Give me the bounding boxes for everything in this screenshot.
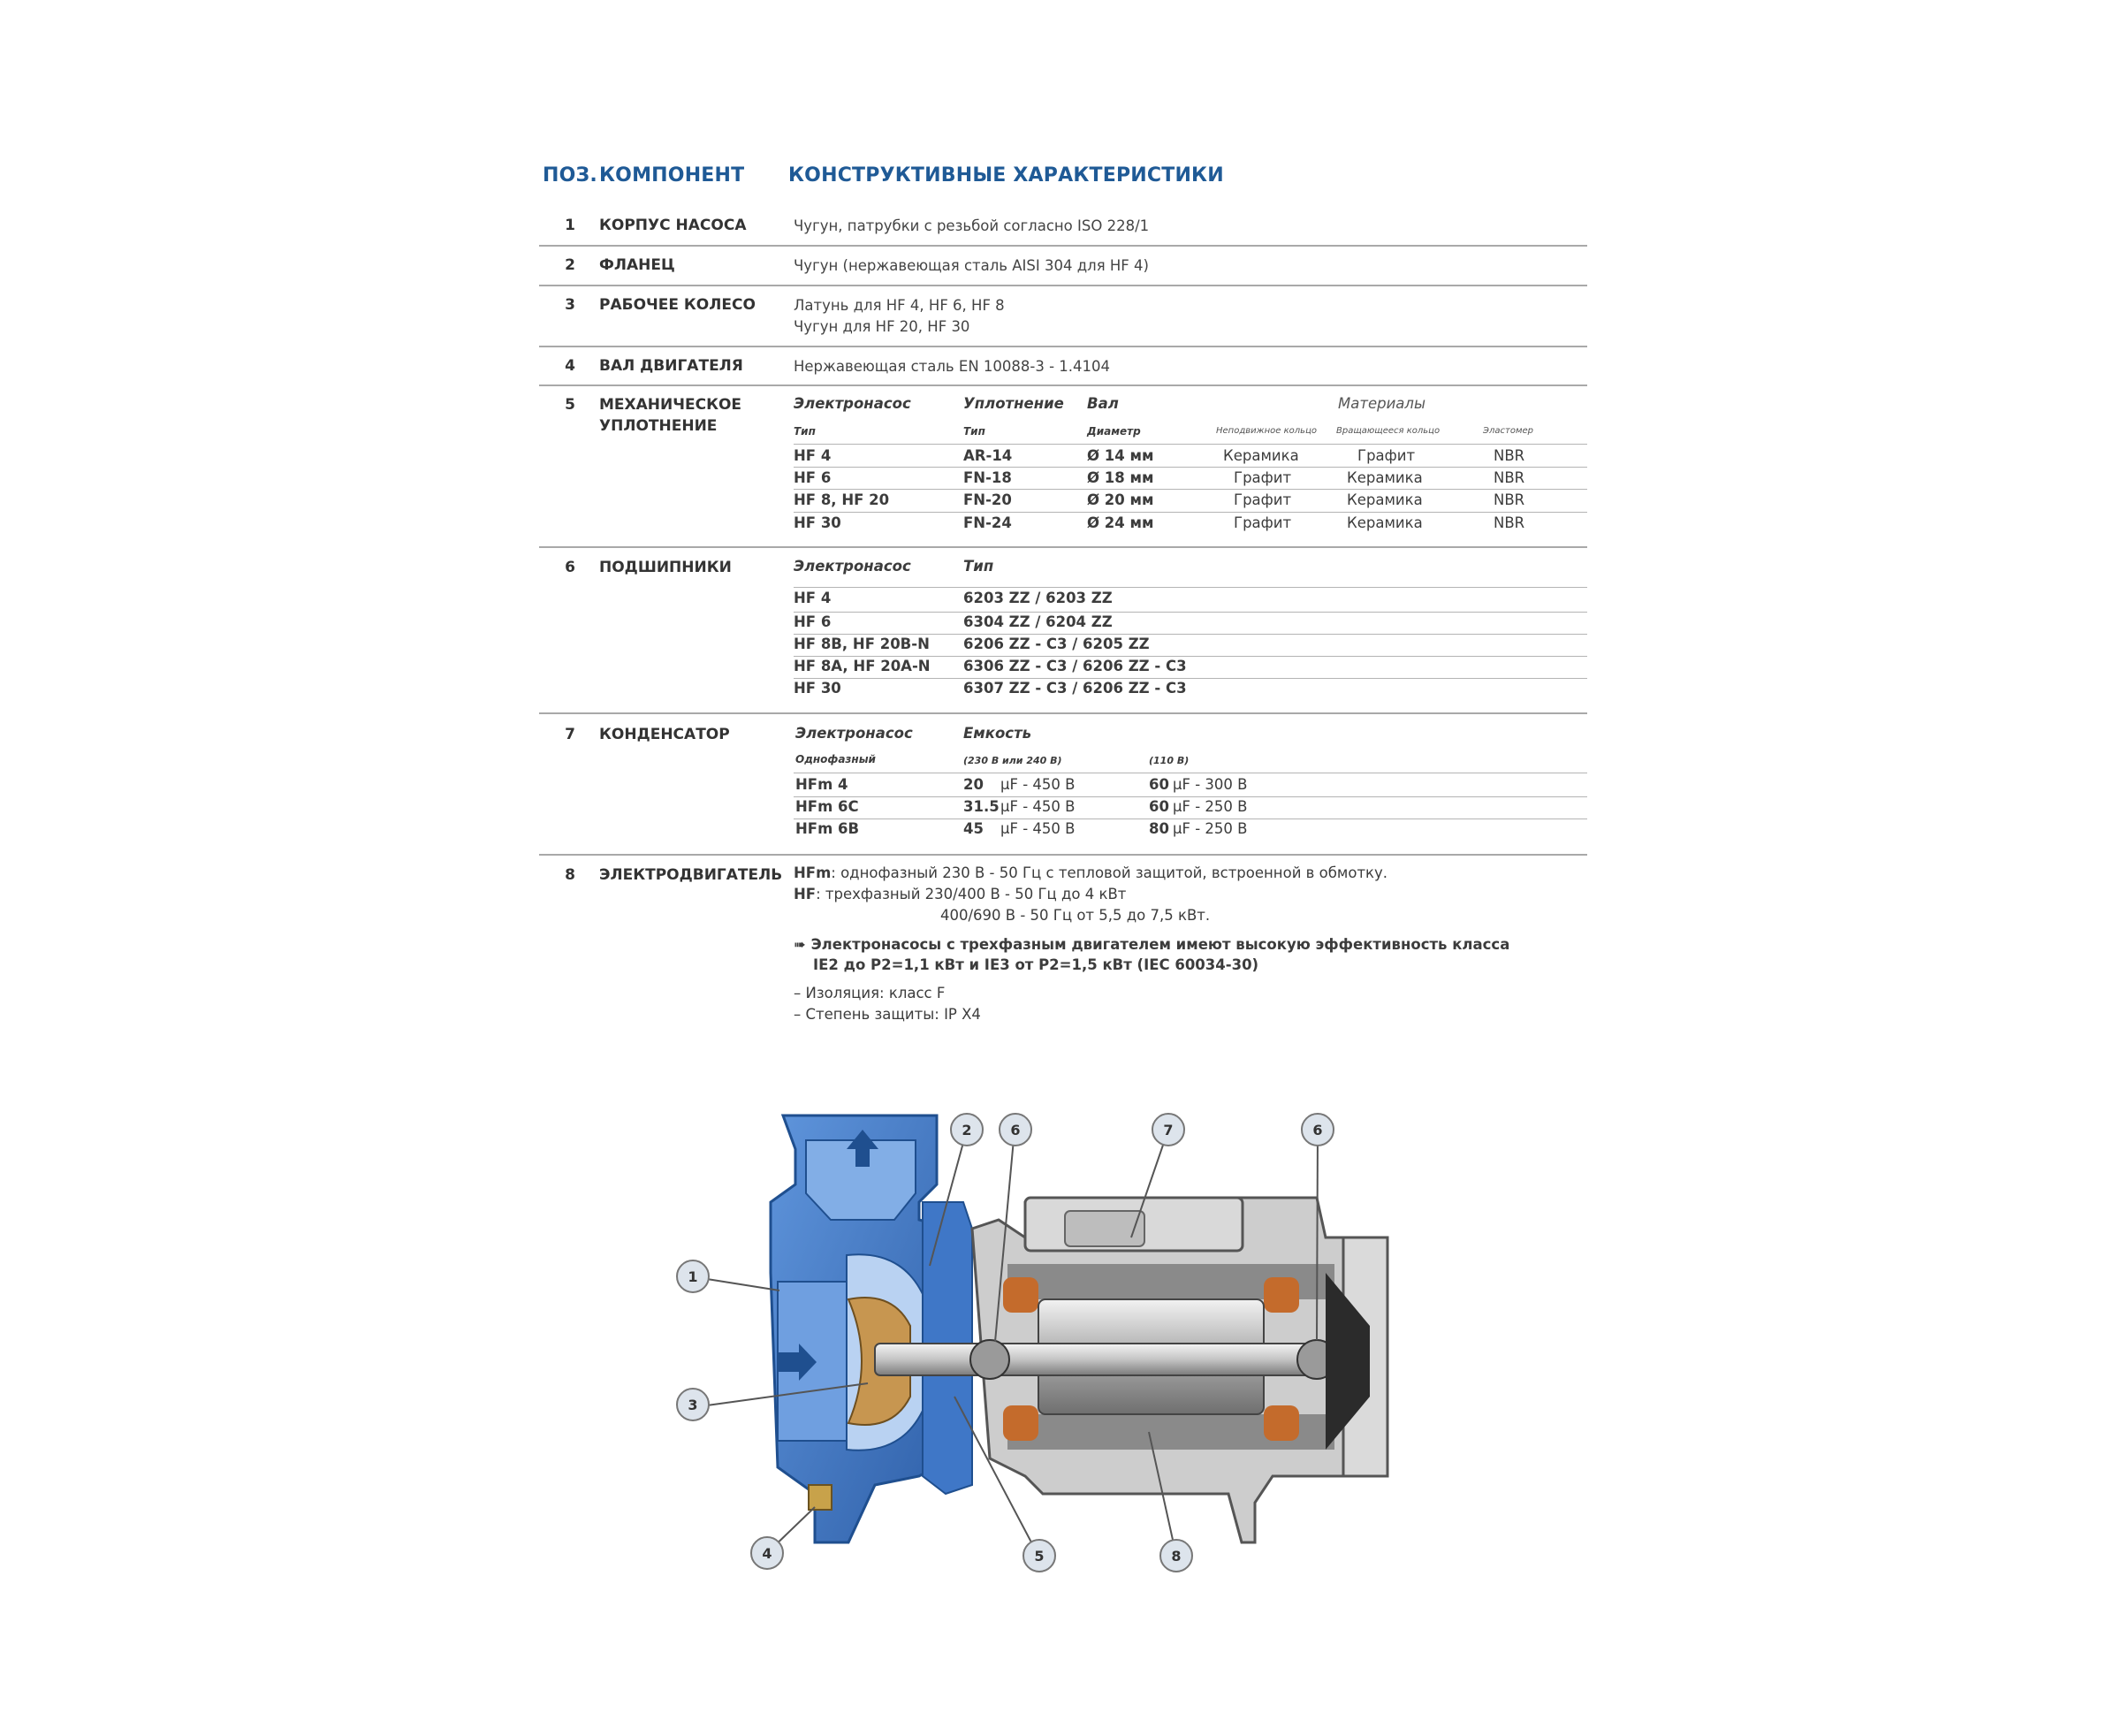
row-divider — [539, 385, 1587, 386]
row-value: Латунь для HF 4, HF 6, HF 8 — [794, 297, 1005, 314]
capacitor-pump: HFm 6C — [795, 798, 859, 815]
seal-elastomer: NBR — [1494, 469, 1525, 486]
seal-pump: HF 30 — [794, 514, 841, 531]
seal-fixed-ring: Керамика — [1223, 447, 1299, 464]
svg-text:7: 7 — [1163, 1122, 1174, 1138]
seal-header-materials: Материалы — [1338, 395, 1425, 412]
seal-pump: HF 6 — [794, 469, 832, 486]
capacitor-header-pump: Электронасос — [795, 725, 913, 742]
capacitor-value-2: 60 — [1149, 798, 1169, 815]
callout-2 — [951, 1114, 983, 1146]
row-number: 2 — [565, 256, 575, 274]
bearing-divider — [794, 612, 1587, 613]
callout-7 — [1152, 1114, 1184, 1146]
header-component: КОМПОНЕНТ — [599, 164, 745, 187]
capacitor-value-1: 20 — [963, 776, 984, 793]
svg-text:6: 6 — [1312, 1122, 1323, 1138]
row-number: 3 — [565, 296, 575, 314]
svg-text:4: 4 — [762, 1545, 772, 1562]
callout-4 — [751, 1537, 783, 1569]
motor-hf-text: : трехфазный 230/400 В - 50 Гц до 4 кВт — [816, 886, 1127, 902]
seal-sub-rotating-ring: Вращающееся кольцо — [1336, 426, 1441, 436]
capacitor-divider — [794, 796, 1587, 797]
motor-hf-line — [794, 886, 1126, 902]
row-value: Нержавеющая сталь EN 10088-3 - 1.4104 — [794, 358, 1111, 375]
svg-text:5: 5 — [1034, 1548, 1045, 1565]
row-number: 5 — [565, 396, 575, 414]
motor-hf-label: HF — [794, 886, 817, 902]
row-value-2: Чугун для HF 20, HF 30 — [794, 318, 970, 335]
seal-diameter: Ø 20 мм — [1087, 491, 1154, 508]
seal-rotating-ring: Керамика — [1347, 491, 1423, 508]
capacitor-unit-2: µF - 250 В — [1173, 798, 1248, 815]
row-divider — [539, 854, 1587, 856]
callout-3 — [677, 1389, 709, 1420]
svg-text:1: 1 — [688, 1268, 698, 1285]
row-component: КОНДЕНСАТОР — [599, 726, 730, 743]
seal-type: FN-24 — [963, 514, 1012, 531]
motor-protection: – Степень защиты: IP X4 — [794, 1006, 981, 1023]
seal-sub-elastomer: Эластомер — [1483, 426, 1533, 436]
seal-sub-type-2: Тип — [963, 425, 985, 438]
seal-sub-type: Тип — [794, 425, 816, 438]
bearing-type: 6304 ZZ / 6204 ZZ — [963, 613, 1113, 630]
seal-rotating-ring: Керамика — [1347, 514, 1423, 531]
bearing-pump: HF 4 — [794, 590, 832, 606]
capacitor-header-capacity: Емкость — [963, 725, 1032, 742]
drain-plug — [809, 1485, 832, 1510]
front-bearing — [970, 1340, 1009, 1379]
capacitor-sub-phase: Однофазный — [795, 753, 876, 765]
seal-fixed-ring: Графит — [1234, 491, 1292, 508]
row-component: КОРПУС НАСОСА — [599, 217, 747, 234]
bearings-header-divider — [794, 587, 1587, 588]
row-divider — [539, 712, 1587, 714]
callout-5 — [1023, 1540, 1055, 1572]
row-component: ЭЛЕКТРОДВИГАТЕЛЬ — [599, 866, 783, 884]
row-component: ФЛАНЕЦ — [599, 256, 675, 274]
row-component: РАБОЧЕЕ КОЛЕСО — [599, 296, 756, 314]
bearing-divider — [794, 656, 1587, 657]
bearing-type: 6203 ZZ / 6203 ZZ — [963, 590, 1113, 606]
svg-text:3: 3 — [688, 1397, 698, 1413]
row-divider — [539, 245, 1587, 247]
row-number: 1 — [565, 217, 575, 234]
capacitor-value-1: 31.5 — [963, 798, 1000, 815]
capacitor-sub-voltage-2: (110 В) — [1149, 755, 1190, 766]
seal-pump: HF 8, HF 20 — [794, 491, 890, 508]
seal-header-divider — [794, 444, 1587, 445]
bearing-divider — [794, 678, 1587, 679]
capacitor-unit-1: µF - 450 В — [1000, 820, 1076, 837]
callout-6a — [1000, 1114, 1031, 1146]
row-divider — [539, 285, 1587, 286]
header-characteristics: КОНСТРУКТИВНЫЕ ХАРАКТЕРИСТИКИ — [788, 164, 1224, 187]
motor-hfm-text: : однофазный 230 В - 50 Гц с тепловой защитой, встроенной в обмотку. — [831, 864, 1388, 881]
seal-elastomer: NBR — [1494, 514, 1525, 531]
row-value: Чугун, патрубки с резьбой согласно ISO 228/1 — [794, 217, 1150, 234]
bearing-pump: HF 30 — [794, 680, 841, 697]
capacitor-unit-2: µF - 300 В — [1173, 776, 1248, 793]
capacitor-body — [1065, 1211, 1144, 1246]
svg-text:8: 8 — [1171, 1548, 1182, 1565]
bearing-pump: HF 8A, HF 20A-N — [794, 658, 931, 674]
capacitor-unit-1: µF - 450 В — [1000, 776, 1076, 793]
seal-header-pump: Электронасос — [794, 395, 911, 412]
bearing-type: 6206 ZZ - C3 / 6205 ZZ — [963, 636, 1150, 652]
callout-8 — [1160, 1540, 1192, 1572]
pump-cutaway-diagram — [530, 1078, 1591, 1573]
seal-elastomer: NBR — [1494, 447, 1525, 464]
seal-divider — [794, 489, 1587, 490]
seal-sub-fixed-ring: Неподвижное кольцо — [1216, 426, 1317, 436]
row-divider — [539, 346, 1587, 347]
capacitor-unit-1: µF - 450 В — [1000, 798, 1076, 815]
shaft — [875, 1344, 1370, 1375]
row-component: ПОДШИПНИКИ — [599, 559, 732, 576]
svg-text:2: 2 — [962, 1122, 972, 1138]
seal-diameter: Ø 18 мм — [1087, 469, 1154, 486]
seal-fixed-ring: Графит — [1234, 469, 1292, 486]
capacitor-value-2: 60 — [1149, 776, 1169, 793]
callout-6b — [1302, 1114, 1334, 1146]
row-component-2: УПЛОТНЕНИЕ — [599, 417, 718, 435]
row-number: 8 — [565, 866, 575, 884]
bearing-type: 6306 ZZ - C3 / 6206 ZZ - C3 — [963, 658, 1187, 674]
seal-rotating-ring: Графит — [1357, 447, 1416, 464]
bearings-header-pump: Электронасос — [794, 558, 911, 575]
row-value: Чугун (нержавеющая сталь AISI 304 для HF 4) — [794, 257, 1149, 274]
motor-note-line-1: ➠ Электронасосы с трехфазным двигателем имеют высокую эффективность класса — [794, 936, 1510, 953]
capacitor-pump: HFm 6B — [795, 820, 860, 837]
bearings-header-type: Тип — [963, 558, 994, 575]
seal-type: AR-14 — [963, 447, 1013, 464]
capacitor-value-2: 80 — [1149, 820, 1169, 837]
svg-text:6: 6 — [1010, 1122, 1021, 1138]
seal-rotating-ring: Керамика — [1347, 469, 1423, 486]
motor-note-line-2: IE2 до P2=1,1 кВт и IE3 от P2=1,5 кВт (IEC 60034-30) — [813, 956, 1259, 973]
capacitor-value-1: 45 — [963, 820, 984, 837]
bearing-type: 6307 ZZ - C3 / 6206 ZZ - C3 — [963, 680, 1187, 697]
header-pos: ПОЗ. — [543, 164, 597, 187]
callout-1 — [677, 1260, 709, 1292]
motor-hfm-line — [794, 864, 1387, 881]
bearing-divider — [794, 634, 1587, 635]
seal-type: FN-18 — [963, 469, 1012, 486]
capacitor-sub-voltage-1: (230 В или 240 В) — [963, 755, 1062, 766]
motor-hf-line-2: 400/690 В - 50 Гц от 5,5 до 7,5 кВт. — [940, 907, 1211, 924]
row-number: 4 — [565, 357, 575, 375]
capacitor-unit-2: µF - 250 В — [1173, 820, 1248, 837]
seal-divider — [794, 512, 1587, 513]
row-number: 6 — [565, 559, 575, 576]
row-component: ВАЛ ДВИГАТЕЛЯ — [599, 357, 743, 375]
seal-fixed-ring: Графит — [1234, 514, 1292, 531]
seal-type: FN-20 — [963, 491, 1012, 508]
seal-diameter: Ø 14 мм — [1087, 447, 1154, 464]
row-divider — [539, 546, 1587, 548]
capacitor-pump: HFm 4 — [795, 776, 848, 793]
row-component: МЕХАНИЧЕСКОЕ — [599, 396, 742, 414]
seal-header-seal: Уплотнение — [963, 395, 1064, 412]
row-number: 7 — [565, 726, 575, 743]
seal-sub-diameter: Диаметр — [1087, 425, 1141, 438]
bearing-pump: HF 6 — [794, 613, 832, 630]
motor-insulation: – Изоляция: класс F — [794, 985, 946, 1001]
seal-diameter: Ø 24 мм — [1087, 514, 1154, 531]
seal-header-shaft: Вал — [1087, 395, 1119, 412]
seal-divider — [794, 467, 1587, 468]
motor-hfm-label: HFm — [794, 864, 832, 881]
seal-pump: HF 4 — [794, 447, 832, 464]
bearing-pump: HF 8B, HF 20B-N — [794, 636, 930, 652]
seal-elastomer: NBR — [1494, 491, 1525, 508]
